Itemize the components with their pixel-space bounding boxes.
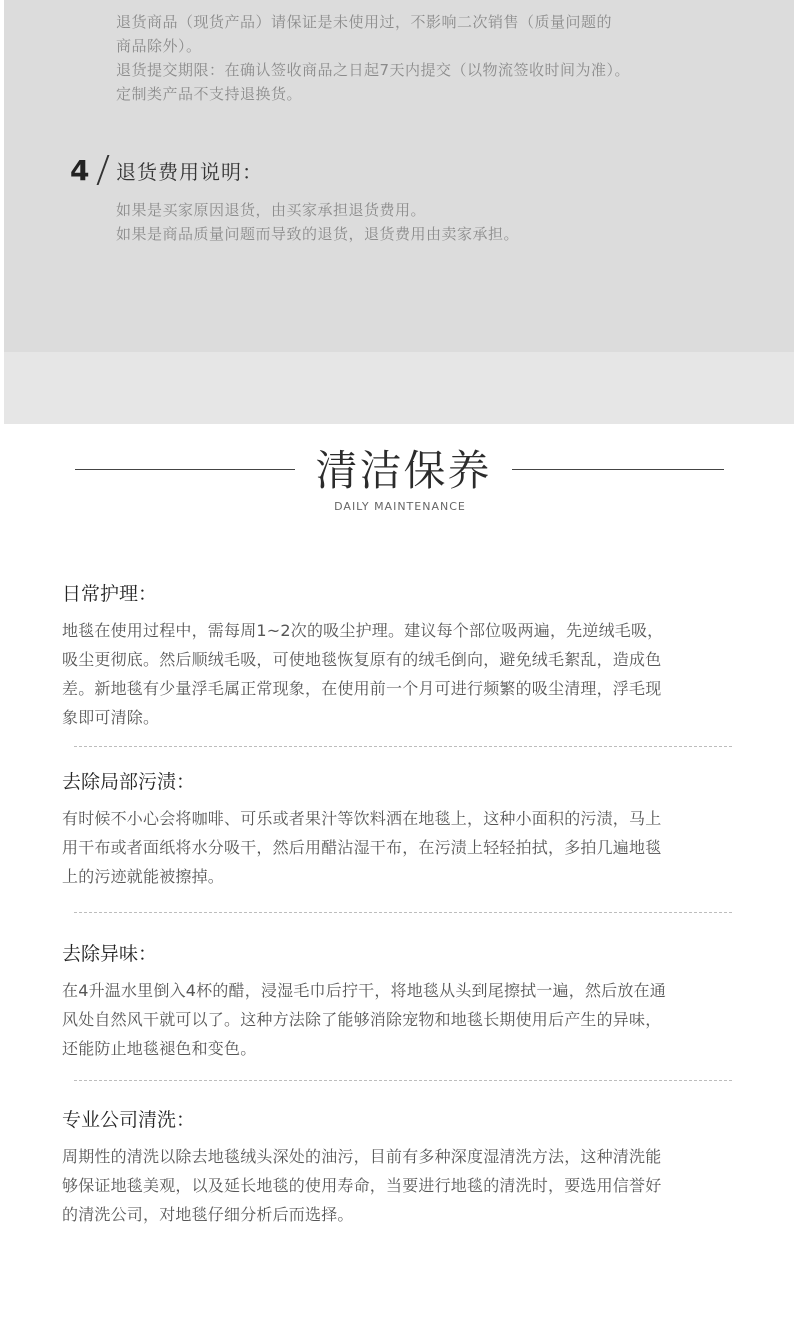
care-line: 象即可清除。 bbox=[62, 708, 160, 727]
care-odor-removal bbox=[62, 940, 742, 1063]
care-line: 上的污迹就能被擦掉。 bbox=[62, 867, 225, 886]
care-line: 够保证地毯美观，以及延长地毯的使用寿命，当要进行地毯的清洗时，要选用信誉好 bbox=[62, 1176, 662, 1195]
policy-line: 商品除外）。 bbox=[116, 37, 202, 55]
section-title: 退货费用说明： bbox=[116, 159, 263, 184]
care-line: 周期性的清洗以除去地毯绒头深处的油污，目前有多种深度湿清洗方法，这种清洗能 bbox=[62, 1147, 662, 1166]
heading-title: 清洁保养 bbox=[315, 446, 492, 495]
care-title: 去除异味： bbox=[62, 943, 158, 965]
policy-line: 定制类产品不支持退换货。 bbox=[116, 85, 303, 103]
policy-line: 如果是买家原因退货，由买家承担退货费用。 bbox=[116, 201, 427, 219]
heading-subtitle: DAILY MAINTENANCE bbox=[334, 500, 466, 513]
care-line: 风处自然风干就可以了。这种方法除了能够消除宠物和地毯长期使用后产生的异味， bbox=[62, 1010, 662, 1029]
dashed-divider bbox=[74, 746, 732, 747]
dashed-divider bbox=[74, 912, 732, 913]
return-fee-text bbox=[116, 198, 756, 246]
care-body bbox=[62, 1142, 742, 1229]
care-body bbox=[62, 616, 742, 732]
care-daily bbox=[62, 580, 742, 732]
care-title: 去除局部污渍： bbox=[62, 771, 196, 793]
care-line: 在4升温水里倒入4杯的醋，浸湿毛巾后拧干，将地毯从头到尾擦拭一遍，然后放在通 bbox=[62, 981, 666, 1000]
heading-rule-right bbox=[512, 469, 724, 470]
care-title: 日常护理： bbox=[62, 583, 158, 605]
care-body bbox=[62, 976, 742, 1063]
care-line: 吸尘更彻底。然后顺绒毛吸，可使地毯恢复原有的绒毛倒向，避免绒毛絮乱，造成色 bbox=[62, 650, 662, 669]
policy-line: 退货提交期限：在确认签收商品之日起7天内提交（以物流签收时间为准）。 bbox=[116, 61, 631, 79]
heading-rule-left bbox=[75, 469, 295, 470]
policy-line: 如果是商品质量问题而导致的退货，退货费用由卖家承担。 bbox=[116, 225, 520, 243]
care-line: 用干布或者面纸将水分吸干，然后用醋沾湿干布，在污渍上轻轻拍拭，多拍几遍地毯 bbox=[62, 838, 662, 857]
care-body bbox=[62, 804, 742, 891]
section-number: 4 bbox=[70, 153, 90, 187]
maintenance-heading bbox=[0, 446, 800, 526]
care-professional-cleaning bbox=[62, 1106, 742, 1229]
section-4-heading bbox=[70, 150, 263, 190]
care-line: 地毯在使用过程中，需每周1~2次的吸尘护理。建议每个部位吸两遍，先逆绒毛吸， bbox=[62, 621, 664, 640]
care-line: 差。新地毯有少量浮毛属正常现象，在使用前一个月可进行频繁的吸尘清理，浮毛现 bbox=[62, 679, 662, 698]
care-title: 专业公司清洗： bbox=[62, 1109, 196, 1131]
dashed-divider bbox=[74, 1080, 732, 1081]
policy-line: 退货商品（现货产品）请保证是未使用过，不影响二次销售（质量问题的 bbox=[116, 13, 613, 31]
care-line: 的清洗公司，对地毯仔细分析后而选择。 bbox=[62, 1205, 354, 1224]
care-line: 有时候不小心会将咖啡、可乐或者果汁等饮料洒在地毯上，这种小面积的污渍，马上 bbox=[62, 809, 662, 828]
care-line: 还能防止地毯褪色和变色。 bbox=[62, 1039, 257, 1058]
return-policy-text bbox=[116, 10, 756, 106]
care-stain-removal bbox=[62, 768, 742, 891]
slash-divider-icon bbox=[97, 155, 110, 185]
